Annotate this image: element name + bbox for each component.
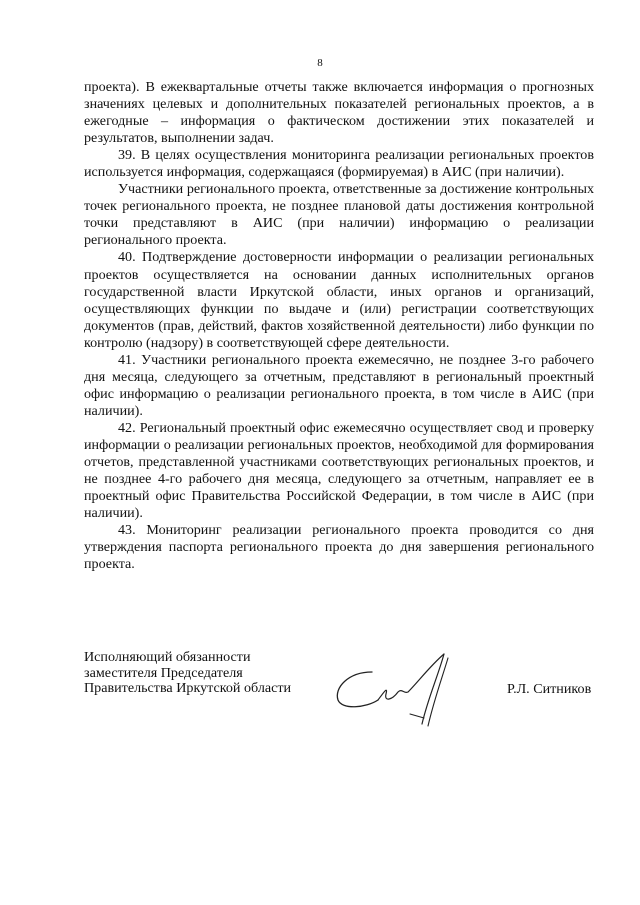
- paragraph-continuation: проекта). В ежеквартальные отчеты также включается информация о прогнозных значениях целевых и дополнительных показателей региональных проектов, а в ежегодные – информация о фактическом достижении этих показателей и результатов, выполнении задач.: [84, 79, 594, 147]
- signatory-name: Р.Л. Ситников: [507, 681, 592, 697]
- page-number: 8: [317, 57, 323, 69]
- paragraph-participants: Участники регионального проекта, ответственные за достижение контрольных точек регионального проекта, не позднее плановой даты достижения контрольной точки представляют в АИС (при наличии) информацию о реализации регионального проекта.: [84, 181, 594, 249]
- paragraph-43: 43. Мониторинг реализации регионального проекта проводится со дня утверждения паспорта регионального проекта до дня завершения регионального проекта.: [84, 522, 594, 573]
- handwritten-signature: [326, 648, 486, 728]
- signatory-title-line: заместителя Председателя: [84, 664, 243, 681]
- signatory-title-line: Правительства Иркутской области: [84, 680, 292, 696]
- paragraph-40: 40. Подтверждение достоверности информации о реализации региональных проектов осуществляется на основании данных исполнительных органов государственной власти Иркутской области, иных органов и организаций, осуществляющих функции по выдаче и (или) регистрации соответствующих документов (прав, действий, фактов хозяйственной деятельности) либо функции по контролю (надзору) в соответствующей сфере деятельности.: [84, 249, 594, 351]
- paragraph-42: 42. Региональный проектный офис ежемесячно осуществляет свод и проверку информации о реализации региональных проектов, необходимой для формирования отчетов, представленной участниками соответствующих региональных проектов, и не позднее 4-го рабочего дня месяца, следующего за отчетным, направляет ее в проектный офис Правительства Российской Федерации, в том числе в АИС (при наличии).: [84, 419, 594, 522]
- paragraph-39: 39. В целях осуществления мониторинга реализации региональных проектов используется информация, содержащаяся (формируемая) в АИС (при наличии).: [84, 147, 594, 181]
- paragraph-41: 41. Участники регионального проекта ежемесячно, не позднее 3-го рабочего дня месяца, следующего за отчетным, представляют в региональный проектный офис информацию о реализации регионального проекта, в том числе в АИС (при наличии).: [84, 351, 594, 419]
- signatory-title-line: Исполняющий обязанности: [84, 649, 251, 665]
- signatory-title: [84, 650, 291, 697]
- document-body: [84, 79, 594, 573]
